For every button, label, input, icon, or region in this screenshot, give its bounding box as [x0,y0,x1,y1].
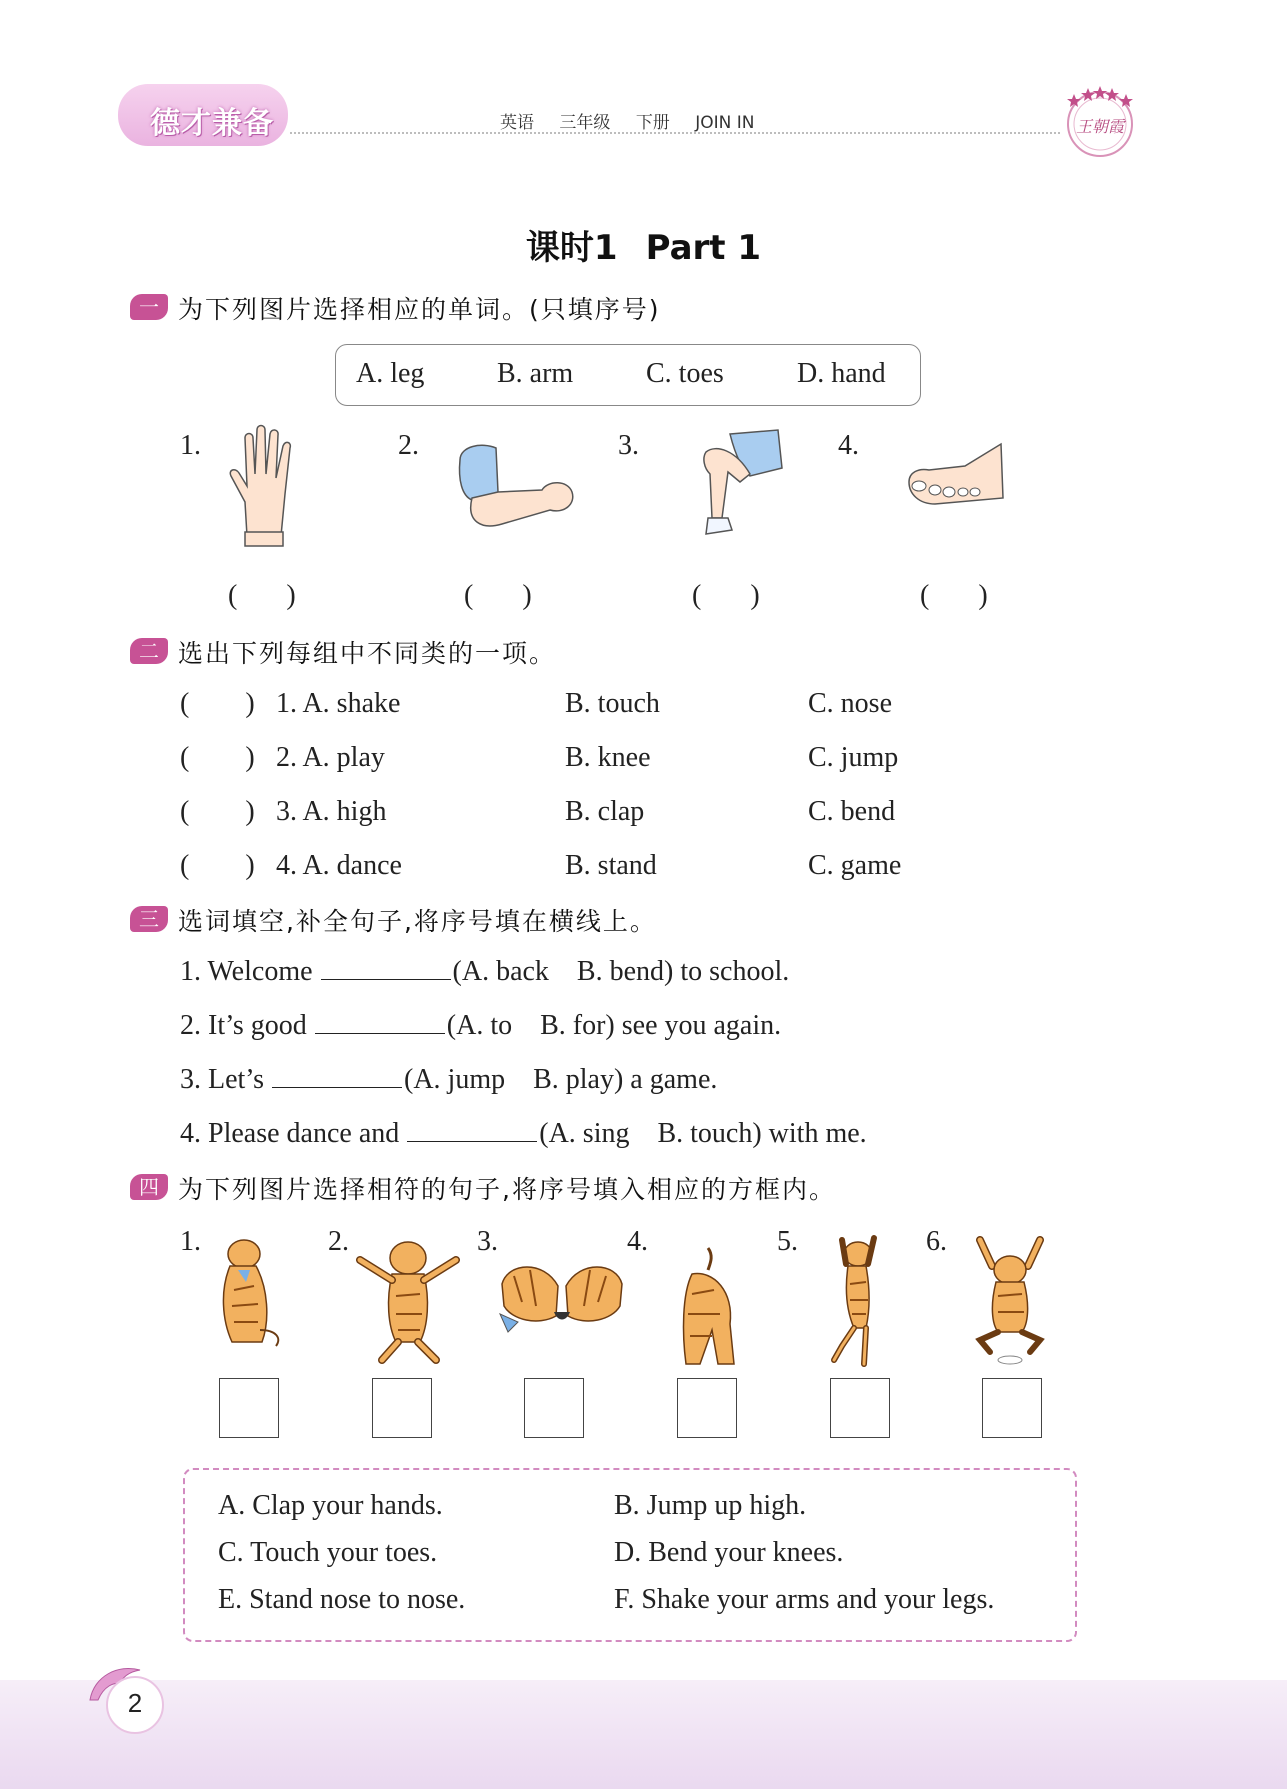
odd-one-paren-4[interactable]: ( ) [180,850,255,881]
tiger-jumping-icon [970,1236,1050,1366]
word-option-d: D. hand [797,358,886,389]
sentence-option-e: E. Stand nose to nose. [218,1584,466,1615]
section-1-instruction: 为下列图片选择相应的单词。(只填序号) [178,295,661,324]
picture-number-2: 2. [398,430,419,461]
word-option-a: A. leg [356,358,425,389]
word-option-b: B. arm [497,358,574,389]
section-4-number: 四 [130,1174,168,1200]
section-3-instruction: 选词填空,补全句子,将序号填在横线上。 [178,907,657,936]
fill-blank-1[interactable] [321,957,451,980]
brand-seal-text: 王朝霞 [1075,117,1124,136]
odd-one-option-a-4: 4. A. dance [276,850,402,881]
answer-paren-1[interactable]: ( ) [228,580,296,611]
odd-one-option-c-1: C. nose [808,688,892,719]
part-label: Part 1 [645,228,762,268]
leg-picture-icon [700,428,790,543]
odd-one-paren-3[interactable]: ( ) [180,796,255,827]
fill-sentence-1 [180,956,789,988]
fill-sentence-4 [180,1118,867,1150]
tiger-shaking-arms-icon [352,1230,464,1365]
fill-sentence-3-post: (A. jump B. play) a game. [404,1064,718,1095]
tiger-bending-knees-icon [824,1234,888,1370]
sentence-option-f: F. Shake your arms and your legs. [614,1584,995,1615]
tiger-number-6: 6. [926,1226,947,1257]
page-title [0,220,1287,269]
page-number: 2 [127,1688,143,1718]
answer-paren-4[interactable]: ( ) [920,580,988,611]
section-2-number: 二 [130,638,168,664]
tiger-standing-nose-icon [210,1230,290,1355]
odd-one-paren-1[interactable]: ( ) [180,688,255,719]
answer-box-1[interactable] [219,1378,279,1438]
answer-paren-3[interactable]: ( ) [692,580,760,611]
odd-one-option-a-2: 2. A. play [276,742,385,773]
fill-sentence-3-pre: 3. Let’s [180,1064,264,1095]
odd-one-option-b-1: B. touch [565,688,660,719]
fill-sentence-2-post: (A. to B. for) see you again. [446,1010,782,1041]
answer-box-6[interactable] [982,1378,1042,1438]
tiger-number-5: 5. [777,1226,798,1257]
header-series: JOIN IN [695,113,755,133]
answer-box-4[interactable] [677,1378,737,1438]
logo-text: 德才兼备 [150,106,274,141]
fill-sentence-4-post: (A. sing B. touch) with me. [539,1118,867,1149]
sentence-option-b: B. Jump up high. [614,1490,807,1521]
picture-number-3: 3. [618,430,639,461]
header-subject: 英语 [500,113,534,133]
tiger-number-4: 4. [627,1226,648,1257]
fill-sentence-4-pre: 4. Please dance and [180,1118,400,1149]
odd-one-option-c-4: C. game [808,850,902,881]
sentence-option-a: A. Clap your hands. [218,1490,443,1521]
fill-sentence-1-post: (A. back B. bend) to school. [452,956,790,987]
word-option-c: C. toes [646,358,724,389]
answer-box-5[interactable] [830,1378,890,1438]
tiger-number-2: 2. [328,1226,349,1257]
odd-one-option-a-1: 1. A. shake [276,688,401,719]
picture-number-1: 1. [180,430,201,461]
odd-one-option-b-2: B. knee [565,742,651,773]
fill-sentence-2 [180,1010,781,1042]
hand-picture-icon [225,424,305,549]
odd-one-option-c-2: C. jump [808,742,899,773]
tiger-number-3: 3. [477,1226,498,1257]
header-grade: 三年级 [559,113,611,133]
section-4-instruction: 为下列图片选择相符的句子,将序号填入相应的方框内。 [178,1175,836,1204]
odd-one-option-b-4: B. stand [565,850,657,881]
section-1-number: 一 [130,294,168,320]
odd-one-option-c-3: C. bend [808,796,896,827]
footer-band [0,1680,1287,1789]
lesson-label: 课时1 [525,228,618,268]
answer-paren-2[interactable]: ( ) [464,580,532,611]
tigers-nose-to-nose-icon [498,1256,626,1346]
fill-sentence-1-pre: 1. Welcome [180,956,313,987]
fill-sentence-3 [180,1064,717,1096]
answer-box-2[interactable] [372,1378,432,1438]
tiger-number-1: 1. [180,1226,201,1257]
picture-number-4: 4. [838,430,859,461]
toes-picture-icon [905,442,1005,512]
arm-picture-icon [452,440,577,535]
fill-blank-2[interactable] [315,1011,445,1034]
section-3-number: 三 [130,906,168,932]
section-2-instruction: 选出下列每组中不同类的一项。 [178,639,557,668]
odd-one-option-a-3: 3. A. high [276,796,387,827]
odd-one-paren-2[interactable]: ( ) [180,742,255,773]
fill-blank-3[interactable] [272,1065,402,1088]
fill-sentence-2-pre: 2. It’s good [180,1010,307,1041]
tiger-touching-toes-icon [678,1244,746,1372]
sentence-option-d: D. Bend your knees. [614,1537,844,1568]
header-volume: 下册 [635,113,670,133]
header-subtitle [500,108,774,133]
answer-box-3[interactable] [524,1378,584,1438]
odd-one-option-b-3: B. clap [565,796,645,827]
sentence-option-c: C. Touch your toes. [218,1537,438,1568]
fill-blank-4[interactable] [407,1119,537,1142]
